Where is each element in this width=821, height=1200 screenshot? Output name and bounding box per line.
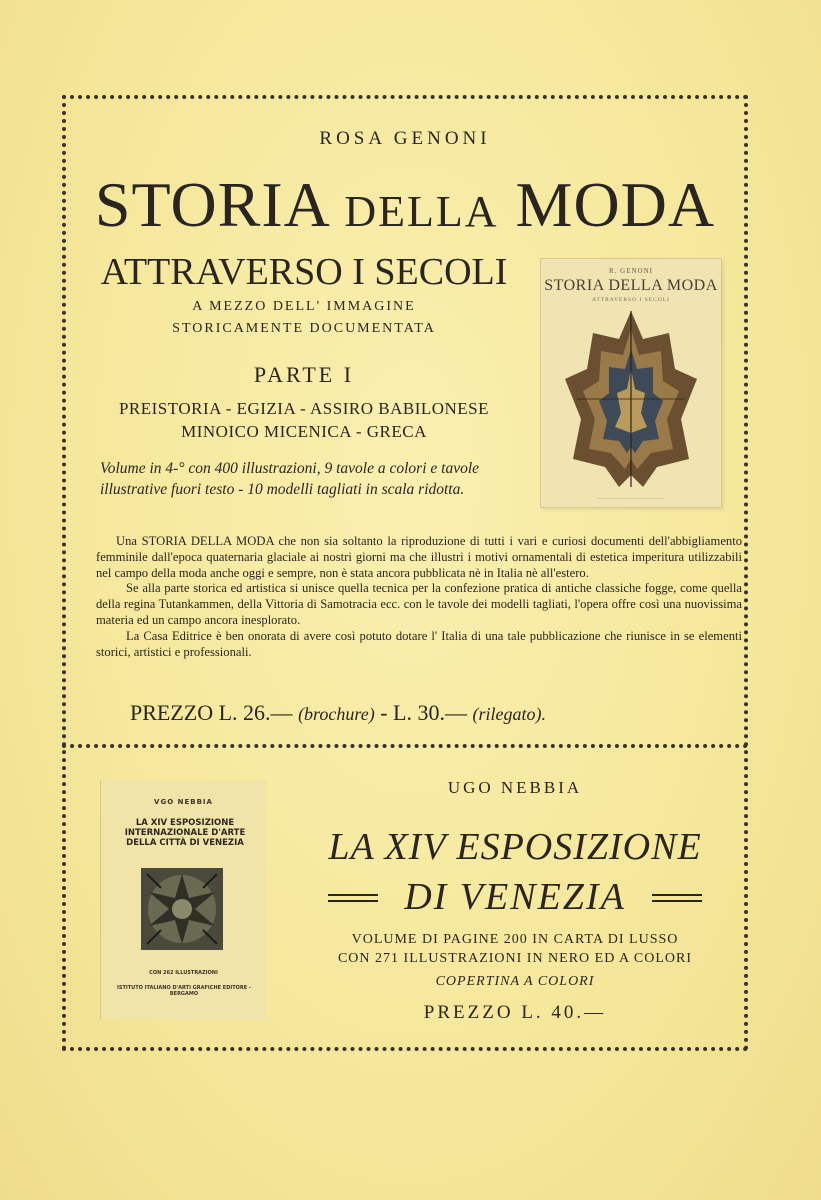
paragraph-3: La Casa Editrice è ben onorata di avere così potuto dotare l' Italia di una tale pubblicazione che riunisce in se elementi storici, artistici e professionali. [96, 628, 742, 659]
periods-line-1: PREISTORIA - EGIZIA - ASSIRO BABILONESE [118, 399, 490, 418]
book-subsubtitle [96, 296, 512, 340]
cover-title: STORIA DELLA MODA [544, 277, 718, 294]
cover-note: COPERTINA A COLORI [435, 974, 595, 989]
author-name: ROSA GENONI [319, 128, 491, 149]
book-cover-image-moda [540, 258, 722, 508]
author2-name: UGO NEBBIA [447, 778, 583, 797]
book2-title-line-2 [300, 872, 730, 922]
price-main: PREZZO L. 26.— [130, 700, 293, 725]
cover-subtitle: ATTRAVERSO I SECOLI [592, 297, 670, 303]
cover2-publisher: ISTITUTO ITALIANO D'ARTI GRAFICHE EDITORE - BERGAMO [117, 985, 251, 997]
dotted-divider [62, 744, 748, 748]
title-rule-left [328, 894, 378, 896]
book2-description [300, 930, 730, 968]
price-note-brochure: (brochure) [298, 704, 375, 724]
cover2-ornament [141, 868, 223, 950]
book2-title-venezia: DI VENEZIA [404, 876, 626, 918]
body-text [96, 534, 742, 660]
subsub-line-2: STORICAMENTE DOCUMENTATA [172, 321, 436, 336]
price-note-bound: (rilegato). [472, 704, 546, 724]
book-cover-image-venezia [100, 780, 266, 1020]
cover-illustration [557, 309, 705, 489]
book2-title-line-1: LA XIV ESPOSIZIONE [328, 826, 702, 868]
subsub-line-1: A MEZZO DELL' IMMAGINE [192, 299, 416, 314]
book2-price: PREZZO L. 40.— [423, 1002, 607, 1023]
title-word-moda: MODA [515, 169, 716, 240]
cover2-author: VGO NEBBIA [154, 798, 213, 806]
book-title [62, 165, 748, 252]
paragraph-1: Una STORIA DELLA MODA che non sia soltanto la riproduzione di tutti i vari e curiosi documenti dell'abbigliamento femminile dall'epoca quaternaria glaciale ai nostri giorni ma che illustri i motivi ornamentali di estetica imperitura utilizzabili nel campo della moda anche oggi e sempre, non è stata ancora pubblicata nè in Italia nè all'estero. [96, 534, 742, 580]
volume-description: Volume in 4-° con 400 illustrazioni, 9 tavole a colori e tavole illustrative fuori testo - 10 modelli tagliati in scala ridotta. [100, 460, 480, 498]
cover2-illustrations: CON 262 ILLUSTRAZIONI [149, 970, 218, 976]
periods-list [96, 397, 512, 443]
title-rule-right [652, 894, 702, 896]
desc2-line-2: CON 271 ILLUSTRAZIONI IN NERO ED A COLORI [337, 951, 693, 966]
desc2-line-1: VOLUME DI PAGINE 200 IN CARTA DI LUSSO [351, 932, 679, 947]
paragraph-2: Se alla parte storica ed artistica si unisce quella tecnica per la confezione pratica di antiche classiche fogge, come quella della regina Tutankammen, della Vittoria di Samotracia ecc. con le tavole dei modelli tagliati, l'opera offre così una nuovissima materia ed un campo ancora inesplorato. [96, 581, 742, 627]
cover2-title: LA XIV ESPOSIZIONE INTERNAZIONALE D'ARTE DELLA CITTÀ DI VENEZIA [124, 818, 246, 848]
part-heading: PARTE I [253, 362, 355, 387]
price-bound: - L. 30.— [380, 700, 467, 725]
title-word-della: DELLA [344, 187, 499, 236]
book-subtitle: ATTRAVERSO I SECOLI [100, 251, 508, 293]
price-line [130, 700, 750, 726]
cover-footer: ——————————————— [597, 495, 665, 500]
periods-line-2: MINOICO MICENICA - GRECA [181, 422, 427, 441]
title-word-storia: STORIA [94, 169, 328, 240]
cover-author: R. GENONI [609, 267, 653, 275]
